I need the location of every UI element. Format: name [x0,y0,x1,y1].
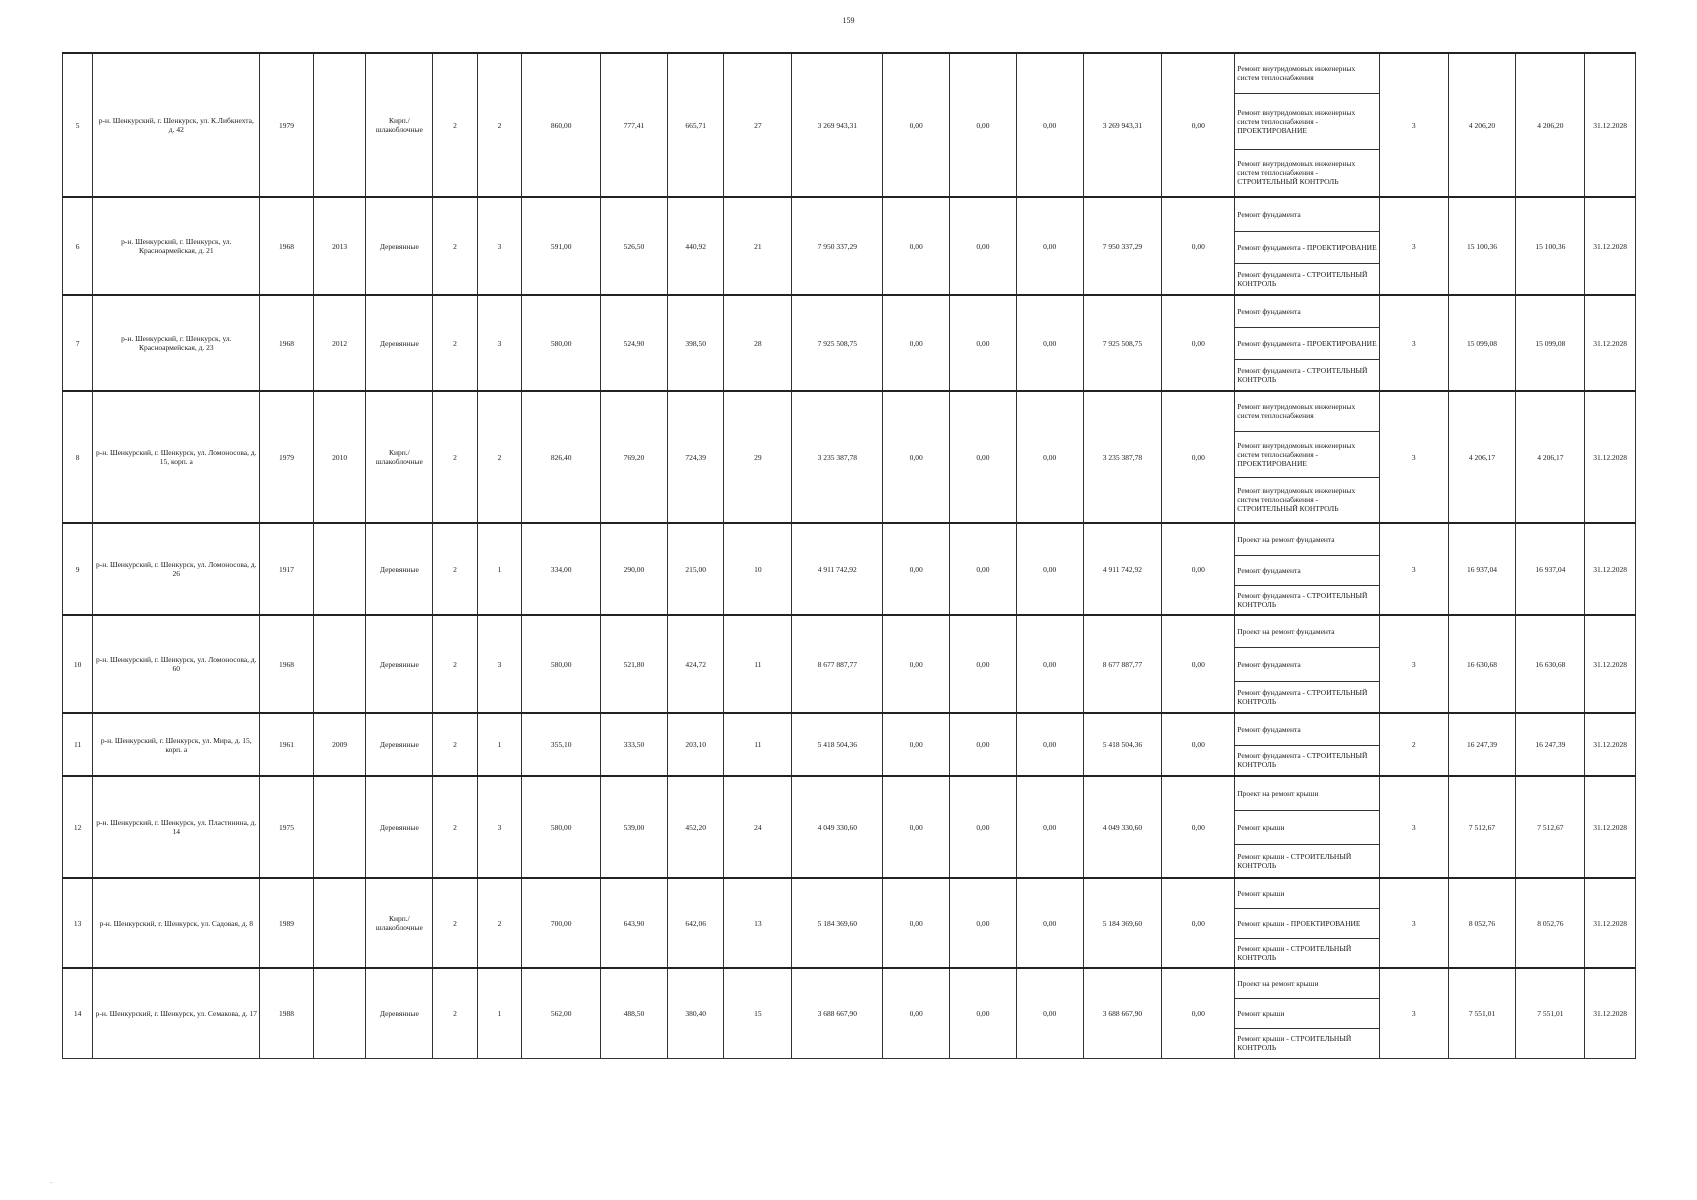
cell-k: 3 [1379,523,1448,615]
table-row [63,776,1636,810]
cell-year: 1968 [260,197,314,295]
cell-date: 31.12.2028 [1585,197,1636,295]
cell-k: 3 [1379,53,1448,197]
cell-work-type: Ремонт внутридомовых инженерных систем теплоснабжения - СТРОИТЕЛЬНЫЙ КОНТРОЛЬ [1235,477,1380,523]
cell-v2: 0,00 [950,776,1017,878]
cell-area3: 380,40 [667,968,724,1058]
table-row [63,523,1636,555]
cell-c1: 8 052,76 [1448,878,1516,968]
cell-work-type: Проект на ремонт крыши [1235,968,1380,998]
cell-c1: 7 512,67 [1448,776,1516,878]
cell-date: 31.12.2028 [1585,391,1636,523]
capital-repair-table [62,52,1636,1059]
cell-work-type: Ремонт фундамента [1235,295,1380,327]
cell-v3: 0,00 [1016,713,1083,776]
cell-entr: 2 [477,878,522,968]
cell-floors: 2 [433,53,478,197]
cell-area3: 724,39 [667,391,724,523]
cell-work-type: Ремонт крыши - СТРОИТЕЛЬНЫЙ КОНТРОЛЬ [1235,938,1380,968]
cell-floors: 2 [433,968,478,1058]
cell-year: 1975 [260,776,314,878]
cell-v1: 0,00 [883,968,950,1058]
cell-year2 [313,53,366,197]
table-row [63,713,1636,745]
cell-v3: 0,00 [1016,391,1083,523]
page-number: 159 [842,16,855,25]
cell-n: 8 [63,391,93,523]
cell-sum: 3 235 387,78 [792,391,883,523]
cell-sum2: 3 269 943,31 [1083,53,1162,197]
cell-v1: 0,00 [883,713,950,776]
cell-year2: 2009 [313,713,366,776]
cell-v3: 0,00 [1016,878,1083,968]
cell-v2: 0,00 [950,615,1017,713]
cell-c2: 15 100,36 [1516,197,1585,295]
cell-resid: 27 [724,53,792,197]
cell-v4: 0,00 [1162,197,1235,295]
cell-addr: р-н. Шенкурский, г. Шенкурск, ул. Ломоносова, д. 26 [93,523,260,615]
cell-sum: 5 418 504,36 [792,713,883,776]
cell-area2: 488,50 [601,968,668,1058]
cell-walls: Кирп./ шлакоблочные [366,391,433,523]
cell-v3: 0,00 [1016,615,1083,713]
cell-walls: Деревянные [366,776,433,878]
cell-resid: 24 [724,776,792,878]
table-row [63,968,1636,998]
cell-k: 3 [1379,776,1448,878]
cell-n: 14 [63,968,93,1058]
cell-work-type: Ремонт фундамента [1235,555,1380,585]
cell-sum2: 4 911 742,92 [1083,523,1162,615]
cell-v3: 0,00 [1016,968,1083,1058]
cell-area3: 440,92 [667,197,724,295]
cell-entr: 2 [477,53,522,197]
cell-walls: Деревянные [366,295,433,391]
cell-c2: 16 630,68 [1516,615,1585,713]
cell-year: 1961 [260,713,314,776]
cell-work-type: Ремонт фундамента [1235,197,1380,231]
cell-v1: 0,00 [883,53,950,197]
cell-work-type: Ремонт фундамента - СТРОИТЕЛЬНЫЙ КОНТРОЛЬ [1235,585,1380,615]
cell-v4: 0,00 [1162,968,1235,1058]
cell-k: 3 [1379,968,1448,1058]
cell-entr: 3 [477,615,522,713]
cell-resid: 28 [724,295,792,391]
cell-resid: 13 [724,878,792,968]
cell-year: 1988 [260,968,314,1058]
cell-sum: 3 269 943,31 [792,53,883,197]
cell-n: 6 [63,197,93,295]
cell-n: 9 [63,523,93,615]
cell-sum: 3 688 667,90 [792,968,883,1058]
cell-c1: 16 247,39 [1448,713,1516,776]
table-body [63,53,1636,1058]
cell-c2: 7 551,01 [1516,968,1585,1058]
cell-v4: 0,00 [1162,53,1235,197]
cell-c2: 4 206,17 [1516,391,1585,523]
cell-area2: 290,00 [601,523,668,615]
cell-c2: 16 247,39 [1516,713,1585,776]
cell-sum2: 5 184 369,60 [1083,878,1162,968]
cell-resid: 15 [724,968,792,1058]
cell-floors: 2 [433,878,478,968]
cell-year: 1968 [260,615,314,713]
cell-v1: 0,00 [883,523,950,615]
cell-work-type: Проект на ремонт фундамента [1235,523,1380,555]
cell-date: 31.12.2028 [1585,968,1636,1058]
cell-entr: 3 [477,197,522,295]
cell-date: 31.12.2028 [1585,295,1636,391]
cell-n: 12 [63,776,93,878]
cell-floors: 2 [433,391,478,523]
cell-area: 591,00 [522,197,601,295]
cell-c1: 16 630,68 [1448,615,1516,713]
cell-walls: Кирп./ шлакоблочные [366,53,433,197]
cell-walls: Деревянные [366,968,433,1058]
cell-v1: 0,00 [883,197,950,295]
cell-area3: 215,00 [667,523,724,615]
cell-k: 3 [1379,615,1448,713]
cell-area2: 333,50 [601,713,668,776]
cell-work-type: Ремонт крыши [1235,810,1380,844]
cell-work-type: Проект на ремонт крыши [1235,776,1380,810]
cell-year2: 2012 [313,295,366,391]
cell-n: 11 [63,713,93,776]
cell-area2: 777,41 [601,53,668,197]
cell-floors: 2 [433,776,478,878]
cell-sum: 7 925 508,75 [792,295,883,391]
cell-date: 31.12.2028 [1585,878,1636,968]
cell-c2: 15 099,08 [1516,295,1585,391]
cell-v2: 0,00 [950,53,1017,197]
cell-work-type: Ремонт крыши [1235,878,1380,908]
cell-sum2: 7 925 508,75 [1083,295,1162,391]
cell-k: 3 [1379,197,1448,295]
cell-c2: 16 937,04 [1516,523,1585,615]
cell-v4: 0,00 [1162,391,1235,523]
cell-entr: 1 [477,523,522,615]
cell-c1: 16 937,04 [1448,523,1516,615]
cell-work-type: Ремонт внутридомовых инженерных систем теплоснабжения - ПРОЕКТИРОВАНИЕ [1235,431,1380,477]
cell-work-type: Ремонт внутридомовых инженерных систем теплоснабжения - ПРОЕКТИРОВАНИЕ [1235,93,1380,149]
cell-sum: 8 677 887,77 [792,615,883,713]
cell-v2: 0,00 [950,197,1017,295]
cell-sum2: 4 049 330,60 [1083,776,1162,878]
cell-year2 [313,878,366,968]
cell-c2: 7 512,67 [1516,776,1585,878]
table-row [63,878,1636,908]
cell-entr: 1 [477,713,522,776]
cell-v1: 0,00 [883,615,950,713]
table-row [63,615,1636,647]
cell-v2: 0,00 [950,878,1017,968]
cell-year: 1979 [260,391,314,523]
cell-year2 [313,523,366,615]
cell-area3: 665,71 [667,53,724,197]
cell-v2: 0,00 [950,968,1017,1058]
cell-v2: 0,00 [950,295,1017,391]
cell-floors: 2 [433,197,478,295]
cell-c2: 8 052,76 [1516,878,1585,968]
cell-c1: 7 551,01 [1448,968,1516,1058]
cell-year: 1968 [260,295,314,391]
cell-work-type: Ремонт внутридомовых инженерных систем теплоснабжения [1235,391,1380,431]
cell-area: 580,00 [522,776,601,878]
cell-area: 860,00 [522,53,601,197]
cell-addr: р-н. Шенкурский, г. Шенкурск, ул. Красноармейская, д. 21 [93,197,260,295]
cell-c1: 15 100,36 [1448,197,1516,295]
cell-v2: 0,00 [950,391,1017,523]
cell-c1: 4 206,20 [1448,53,1516,197]
cell-date: 31.12.2028 [1585,523,1636,615]
cell-v4: 0,00 [1162,295,1235,391]
cell-v4: 0,00 [1162,523,1235,615]
cell-addr: р-н. Шенкурский, г. Шенкурск, ул. Красноармейская, д. 23 [93,295,260,391]
cell-area3: 424,72 [667,615,724,713]
cell-area2: 521,80 [601,615,668,713]
cell-sum: 5 184 369,60 [792,878,883,968]
cell-year: 1989 [260,878,314,968]
cell-area: 826,40 [522,391,601,523]
cell-entr: 2 [477,391,522,523]
cell-work-type: Ремонт фундамента [1235,713,1380,745]
cell-walls: Деревянные [366,523,433,615]
cell-year: 1917 [260,523,314,615]
cell-c2: 4 206,20 [1516,53,1585,197]
cell-year: 1979 [260,53,314,197]
cell-addr: р-н. Шенкурский, г. Шенкурск, ул. Пластинина, д. 14 [93,776,260,878]
cell-v3: 0,00 [1016,523,1083,615]
cell-year2 [313,615,366,713]
cell-v1: 0,00 [883,776,950,878]
cell-work-type: Ремонт фундамента - СТРОИТЕЛЬНЫЙ КОНТРОЛЬ [1235,745,1380,776]
cell-area3: 203,10 [667,713,724,776]
cell-area: 334,00 [522,523,601,615]
cell-v1: 0,00 [883,295,950,391]
cell-work-type: Ремонт крыши [1235,998,1380,1028]
cell-work-type: Ремонт крыши - СТРОИТЕЛЬНЫЙ КОНТРОЛЬ [1235,844,1380,878]
cell-addr: р-н. Шенкурский, г. Шенкурск, ул. Семакова, д. 17 [93,968,260,1058]
cell-v4: 0,00 [1162,776,1235,878]
cell-c1: 15 099,08 [1448,295,1516,391]
cell-resid: 10 [724,523,792,615]
cell-area2: 769,20 [601,391,668,523]
cell-sum: 7 950 337,29 [792,197,883,295]
cell-resid: 11 [724,713,792,776]
cell-work-type: Ремонт внутридомовых инженерных систем теплоснабжения [1235,53,1380,93]
cell-addr: р-н. Шенкурский, г. Шенкурск, ул. Садовая, д. 8 [93,878,260,968]
cell-v4: 0,00 [1162,878,1235,968]
cell-work-type: Ремонт крыши - ПРОЕКТИРОВАНИЕ [1235,908,1380,938]
cell-area2: 524,90 [601,295,668,391]
footer-mark: - [50,1180,52,1186]
cell-k: 3 [1379,878,1448,968]
cell-year2: 2013 [313,197,366,295]
cell-sum2: 7 950 337,29 [1083,197,1162,295]
cell-area2: 643,90 [601,878,668,968]
table-row [63,53,1636,93]
cell-work-type: Ремонт внутридомовых инженерных систем теплоснабжения - СТРОИТЕЛЬНЫЙ КОНТРОЛЬ [1235,149,1380,197]
cell-work-type: Ремонт фундамента - СТРОИТЕЛЬНЫЙ КОНТРОЛЬ [1235,681,1380,713]
cell-v3: 0,00 [1016,776,1083,878]
cell-sum2: 3 235 387,78 [1083,391,1162,523]
cell-entr: 3 [477,776,522,878]
cell-n: 13 [63,878,93,968]
cell-k: 2 [1379,713,1448,776]
cell-v3: 0,00 [1016,295,1083,391]
cell-addr: р-н. Шенкурский, г. Шенкурск, ул. Ломоносова, д. 60 [93,615,260,713]
cell-resid: 21 [724,197,792,295]
cell-walls: Деревянные [366,615,433,713]
cell-v3: 0,00 [1016,197,1083,295]
cell-sum: 4 049 330,60 [792,776,883,878]
cell-sum2: 5 418 504,36 [1083,713,1162,776]
table-row [63,391,1636,431]
cell-area3: 642,06 [667,878,724,968]
cell-area2: 526,50 [601,197,668,295]
cell-area: 355,10 [522,713,601,776]
cell-work-type: Проект на ремонт фундамента [1235,615,1380,647]
cell-area3: 452,20 [667,776,724,878]
cell-v4: 0,00 [1162,713,1235,776]
cell-sum2: 8 677 887,77 [1083,615,1162,713]
cell-area: 562,00 [522,968,601,1058]
cell-v3: 0,00 [1016,53,1083,197]
cell-year2 [313,968,366,1058]
cell-walls: Деревянные [366,197,433,295]
cell-k: 3 [1379,391,1448,523]
cell-walls: Деревянные [366,713,433,776]
cell-n: 5 [63,53,93,197]
cell-c1: 4 206,17 [1448,391,1516,523]
cell-area2: 539,00 [601,776,668,878]
cell-date: 31.12.2028 [1585,776,1636,878]
cell-work-type: Ремонт фундамента - СТРОИТЕЛЬНЫЙ КОНТРОЛЬ [1235,263,1380,295]
cell-sum: 4 911 742,92 [792,523,883,615]
cell-area: 580,00 [522,295,601,391]
cell-v1: 0,00 [883,878,950,968]
table-row [63,197,1636,231]
cell-date: 31.12.2028 [1585,53,1636,197]
cell-floors: 2 [433,713,478,776]
cell-floors: 2 [433,615,478,713]
cell-work-type: Ремонт фундамента - ПРОЕКТИРОВАНИЕ [1235,327,1380,359]
cell-work-type: Ремонт фундамента [1235,647,1380,681]
cell-floors: 2 [433,523,478,615]
cell-n: 7 [63,295,93,391]
cell-v2: 0,00 [950,523,1017,615]
cell-addr: р-н. Шенкурский, г. Шенкурск, ул. К.Либкнехта, д. 42 [93,53,260,197]
cell-floors: 2 [433,295,478,391]
cell-work-type: Ремонт фундамента - СТРОИТЕЛЬНЫЙ КОНТРОЛЬ [1235,359,1380,391]
cell-sum2: 3 688 667,90 [1083,968,1162,1058]
cell-k: 3 [1379,295,1448,391]
cell-work-type: Ремонт крыши - СТРОИТЕЛЬНЫЙ КОНТРОЛЬ [1235,1028,1380,1058]
cell-addr: р-н. Шенкурский, г. Шенкурск, ул. Ломоносова, д. 15, корп. а [93,391,260,523]
cell-year2 [313,776,366,878]
cell-area: 580,00 [522,615,601,713]
cell-date: 31.12.2028 [1585,615,1636,713]
cell-v4: 0,00 [1162,615,1235,713]
cell-work-type: Ремонт фундамента - ПРОЕКТИРОВАНИЕ [1235,231,1380,263]
cell-year2: 2010 [313,391,366,523]
cell-area: 700,00 [522,878,601,968]
cell-entr: 3 [477,295,522,391]
cell-addr: р-н. Шенкурский, г. Шенкурск, ул. Мира, д. 15, корп. а [93,713,260,776]
cell-resid: 29 [724,391,792,523]
cell-v1: 0,00 [883,391,950,523]
table-row [63,295,1636,327]
cell-resid: 11 [724,615,792,713]
cell-date: 31.12.2028 [1585,713,1636,776]
cell-entr: 1 [477,968,522,1058]
cell-walls: Кирп./ шлакоблочные [366,878,433,968]
cell-area3: 398,50 [667,295,724,391]
cell-n: 10 [63,615,93,713]
cell-v2: 0,00 [950,713,1017,776]
